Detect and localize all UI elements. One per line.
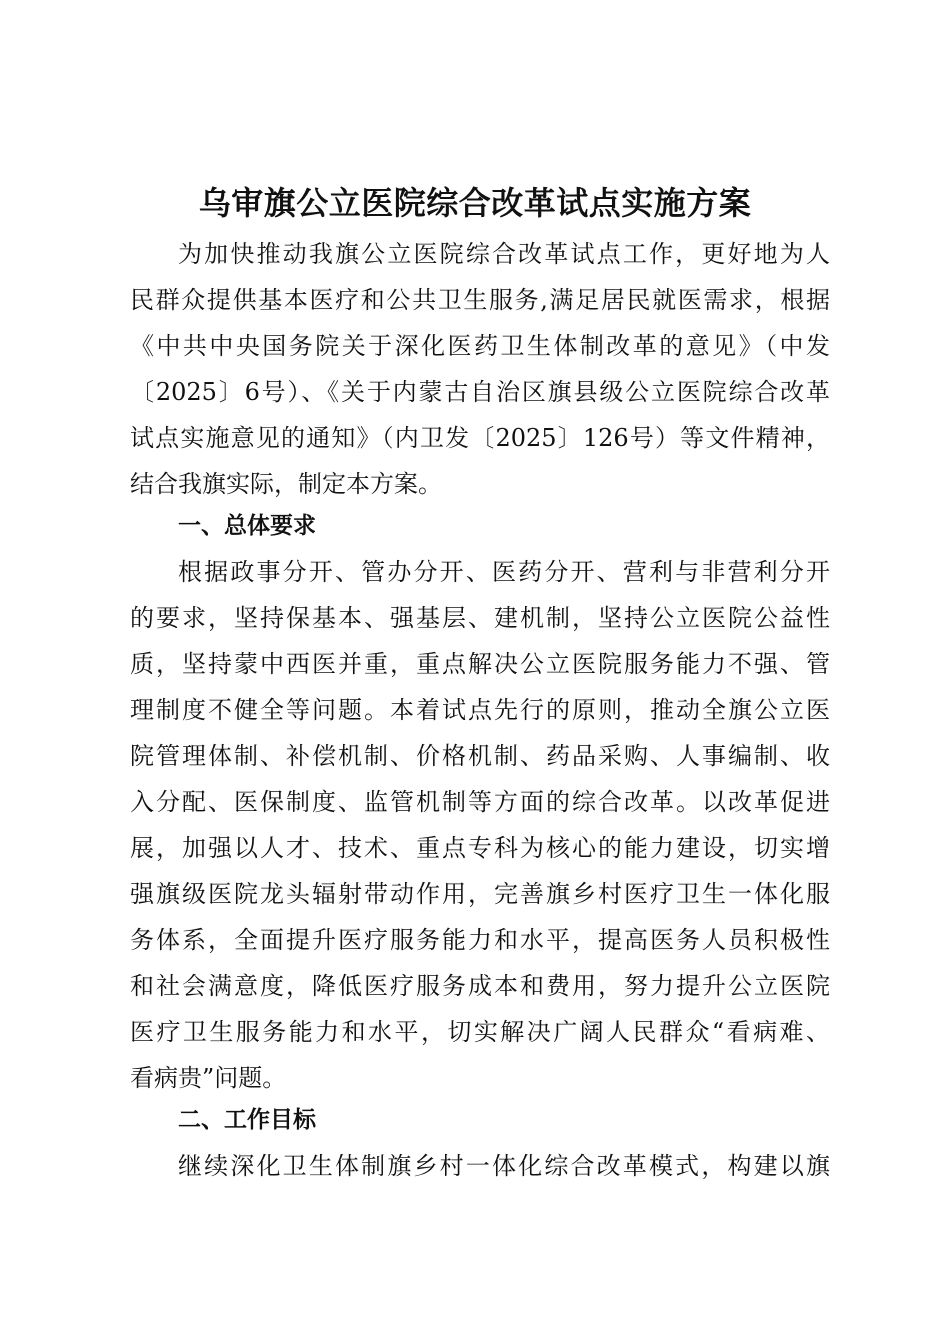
paragraph-line: 为加快推动我旗公立医院综合改革试点工作，更好地为人	[178, 240, 830, 268]
paragraph-line: 继续深化卫生体制旗乡村一体化综合改革模式，构建以旗	[178, 1152, 830, 1180]
paragraph-line: 结合我旗实际，制定本方案。	[130, 470, 442, 498]
paragraph-line: 入分配、医保制度、监管机制等方面的综合改革。以改革促进	[130, 788, 830, 816]
paragraph-line: 强旗级医院龙头辐射带动作用，完善旗乡村医疗卫生一体化服	[130, 880, 830, 908]
paragraph-line: 和社会满意度，降低医疗服务成本和费用，努力提升公立医院	[130, 972, 830, 1000]
section-heading-overall-requirements: 一、总体要求	[178, 513, 316, 539]
paragraph-line: 看病贵”问题。	[130, 1064, 287, 1092]
paragraph-line: 质，坚持蒙中西医并重，重点解决公立医院服务能力不强、管	[130, 650, 830, 678]
paragraph-line: 医疗卫生服务能力和水平，切实解决广阔人民群众“看病难、	[130, 1018, 830, 1046]
paragraph-line: 〔2025〕6号）、《关于内蒙古自治区旗县级公立医院综合改革	[130, 378, 830, 406]
paragraph-line: 的要求，坚持保基本、强基层、建机制，坚持公立医院公益性	[130, 604, 830, 632]
paragraph-line: 民群众提供基本医疗和公共卫生服务,满足居民就医需求，根据	[130, 286, 830, 314]
paragraph-line: 务体系，全面提升医疗服务能力和水平，提高医务人员积极性	[130, 926, 830, 954]
section-heading-work-goals: 二、工作目标	[178, 1107, 316, 1133]
paragraph-line: 《中共中央国务院关于深化医药卫生体制改革的意见》（中发	[130, 332, 830, 360]
paragraph-line: 理制度不健全等问题。本着试点先行的原则，推动全旗公立医	[130, 696, 830, 724]
paragraph-line: 院管理体制、补偿机制、价格机制、药品采购、人事编制、收	[130, 742, 830, 770]
document-title: 乌审旗公立医院综合改革试点实施方案	[198, 184, 752, 222]
paragraph-line: 展，加强以人才、技术、重点专科为核心的能力建设，切实增	[130, 834, 830, 862]
paragraph-line: 试点实施意见的通知》（内卫发〔2025〕126号）等文件精神，	[130, 424, 830, 452]
paragraph-line: 根据政事分开、管办分开、医药分开、营利与非营利分开	[178, 558, 830, 586]
